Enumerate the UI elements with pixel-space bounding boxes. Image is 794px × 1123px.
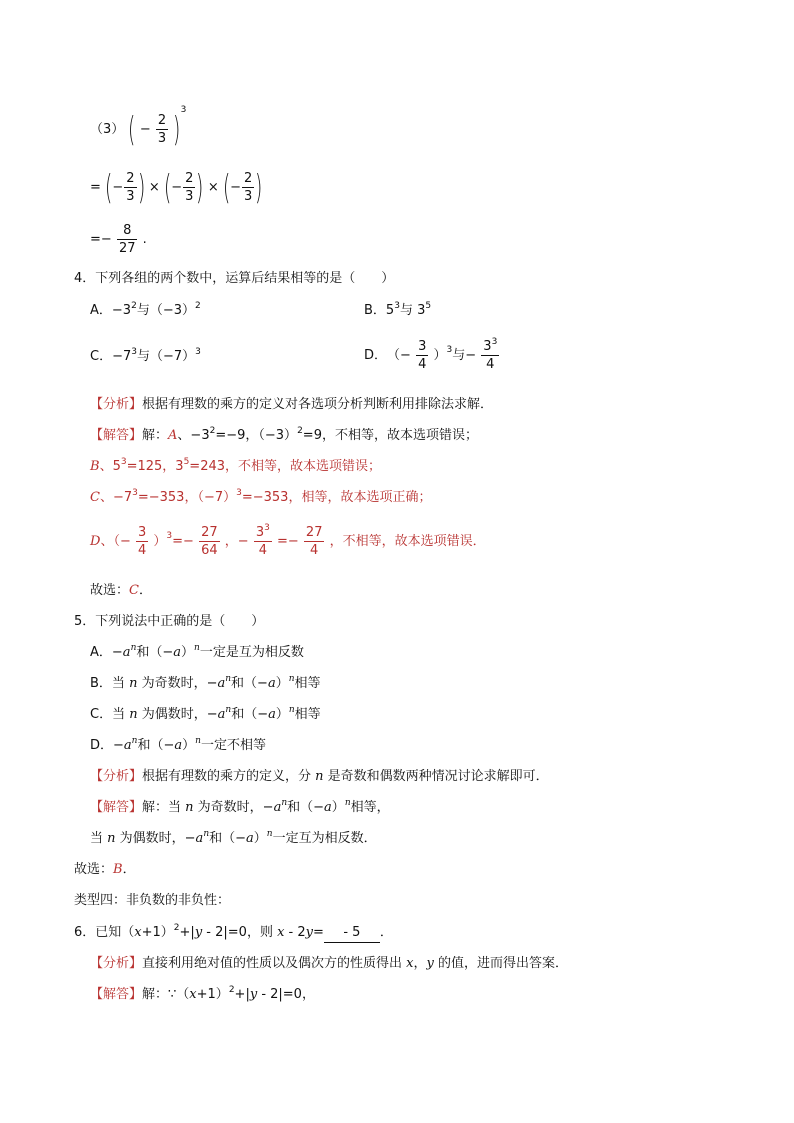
part3-expression: （3） ( − $\frac{2}{3}$ )$^3$ [90,104,187,150]
fraction: $\frac{2}{3}$ [157,113,167,146]
q4-stem: 4．下列各组的两个数中，运算后结果相等的是（ ） [74,271,395,286]
q4-choice: 故选：C． [90,583,152,598]
q4-option-d: D．（− $\frac{3}{4}$ ）$^3$与− $\frac{3^3}{4}$ [364,336,498,372]
q5-choice: 故选：B． [74,862,136,877]
q4-answer-d: D、（− $\frac{3}{4}$ ）$^3$=− $\frac{27}{64}$ ，− $\frac{3^3}{4}$ =− $\frac{27}{4}$ ，不相等，故本选项错误． [90,522,486,558]
q5-answer-2: 当 n 为偶数时，$-a^n$和$(-a)^n$一定互为相反数． [90,828,377,846]
q5-answer-1: 【解答】解：当 n 为奇数时，$-a^n$和$(-a)^n$相等， [90,797,390,815]
q5-option-b: B．当 n 为奇数时，$-a^n$和$(-a)^n$相等 [90,673,321,691]
part3-result: =− $\frac{8}{27}$ . [90,223,147,256]
q4-analysis: 【分析】根据有理数的乘方的定义对各选项分析判断利用排除法求解． [90,397,494,412]
q4-option-b: B．$5^3$与 $3^5$ [364,300,432,318]
right-paren: ) [173,109,181,150]
left-paren: ( [128,109,136,150]
q5-option-c: C．当 n 为偶数时，$-a^n$和$(-a)^n$相等 [90,704,321,722]
q4-answer-b: B、$5^3=125$，$3^5=243$，不相等，故本选项错误； [90,456,382,474]
part3-expansion: = (− $\frac{2}{3}$ ) × (− $\frac{2}{3}$ ) × (− $\frac{2}{3}$ ) [90,167,263,208]
answer-blank: - 5 [324,924,380,943]
q6-analysis: 【分析】直接利用绝对值的性质以及偶次方的性质得出 x，y 的值，进而得出答案． [90,956,569,971]
q6-stem: 6．已知$(x+1)^2+|y - 2|=0$，则 x - 2y=- 5． [74,924,393,943]
q6-answer: 【解答】解：$\because(x+1)^2+|y - 2|=0$， [90,984,315,1002]
q4-answer-c: C、$-7^3=-353$，$(-7)^3=-353$，相等，故本选项正确； [90,487,432,505]
q5-analysis: 【分析】根据有理数的乘方的定义，分 n 是奇数和偶数两种情况讨论求解即可． [90,769,549,784]
q4-option-a: A．$-3^2$与$(-3)^2$ [90,300,201,318]
section-heading: 类型四：非负数的非负性： [74,893,231,908]
part3-label: （3） [90,121,125,137]
q4-option-c: C．$-7^3$与$(-7)^3$ [90,346,201,364]
q5-stem: 5．下列说法中正确的是（ ） [74,614,265,629]
q5-option-a: A．$-a^n$和$(-a)^n$一定是互为相反数 [90,642,304,660]
q5-option-d: D．$-a^n$和$(-a)^n$一定不相等 [90,735,266,753]
q4-answer-a: 【解答】解：A、$-3^2=-9$，$(-3)^2=9$，不相等，故本选项错误； [90,425,478,443]
